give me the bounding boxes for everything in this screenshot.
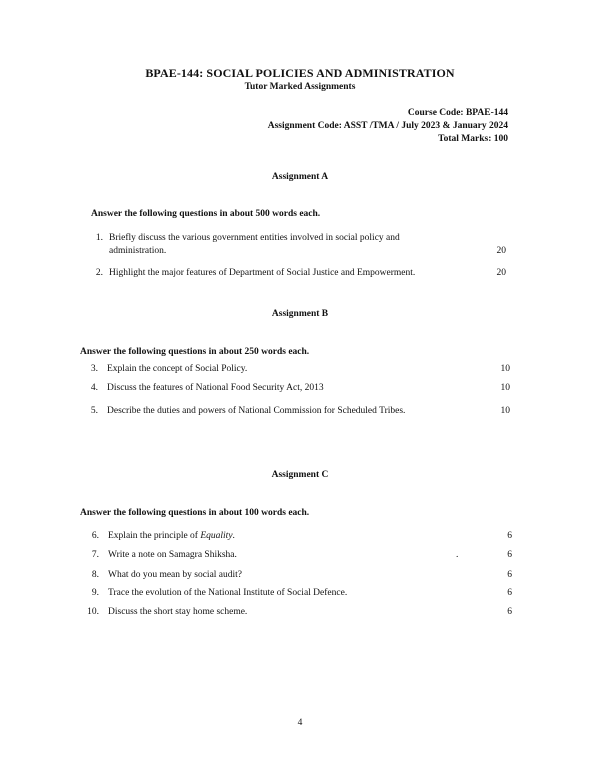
assignment-a-instruction: Answer the following questions in about 500 words each.: [91, 209, 321, 219]
question-marks: 10: [500, 364, 510, 374]
question-item: [80, 550, 237, 560]
question-item: [80, 406, 405, 416]
document-title: BPAE-144: SOCIAL POLICIES AND ADMINISTRATION: [145, 66, 455, 80]
question-marks: 10: [500, 383, 510, 393]
question-marks: 6: [507, 531, 512, 541]
course-code: Course Code: BPAE-144: [407, 108, 508, 118]
question-marks: 6: [507, 550, 512, 560]
question-item: [91, 268, 415, 278]
question-number: 9.: [91, 588, 99, 598]
assignment-a-heading: Assignment A: [271, 172, 329, 182]
question-marks: 6: [507, 570, 512, 580]
question-text: What do you mean by social audit?: [108, 570, 243, 580]
question-item: [80, 607, 247, 617]
assignment-code: Assignment Code: ASST /TMA / July 2023 & January 2024: [267, 121, 508, 131]
question-item: [80, 588, 347, 598]
question-marks: 20: [496, 268, 506, 278]
question-number: 8.: [91, 570, 99, 580]
assignment-c-heading: Assignment C: [271, 470, 329, 480]
total-marks: Total Marks: 100: [438, 134, 508, 144]
question-text: Highlight the major features of Department of Social Justice and Empowerment.: [109, 268, 416, 278]
question-item: [80, 531, 235, 541]
question-text: Discuss the short stay home scheme.: [108, 607, 248, 617]
question-item: [80, 570, 242, 580]
question-text: Write a note on Samagra Shiksha.: [108, 550, 237, 560]
question-text: Explain the principle of Equality.: [108, 531, 235, 541]
question-text-continued: [109, 246, 166, 256]
question-number: 2.: [95, 268, 103, 278]
question-item: [80, 383, 324, 393]
question-number: 1.: [95, 233, 103, 243]
assignment-b-instruction: Answer the following questions in about 250 words each.: [80, 347, 310, 357]
question-number: 7.: [91, 550, 99, 560]
question-number: 6.: [91, 531, 99, 541]
stray-mark: .: [456, 550, 459, 560]
question-text: Describe the duties and powers of National Commission for Scheduled Tribes.: [107, 406, 406, 416]
question-number: 5.: [90, 406, 98, 416]
question-number: 3.: [90, 364, 98, 374]
emphasized-term: Equality: [200, 531, 233, 541]
assignment-b-heading: Assignment B: [271, 309, 329, 319]
question-text: Briefly discuss the various government entities involved in social policy and: [109, 233, 400, 243]
question-marks: 10: [500, 406, 510, 416]
question-text: Trace the evolution of the National Institute of Social Defence.: [108, 588, 348, 598]
page-number: 4: [297, 718, 303, 728]
question-item: [80, 364, 247, 374]
question-item: [91, 233, 400, 243]
question-number: 10.: [87, 607, 99, 617]
assignment-c-instruction: Answer the following questions in about 100 words each.: [80, 508, 310, 518]
question-number: 4.: [90, 383, 98, 393]
question-marks: 6: [507, 588, 512, 598]
question-text: administration.: [109, 246, 167, 256]
question-marks: 6: [507, 607, 512, 617]
question-text: Discuss the features of National Food Security Act, 2013: [107, 383, 324, 393]
question-text: Explain the concept of Social Policy.: [107, 364, 248, 374]
document-subtitle: Tutor Marked Assignments: [244, 82, 356, 92]
question-marks: 20: [496, 246, 506, 256]
